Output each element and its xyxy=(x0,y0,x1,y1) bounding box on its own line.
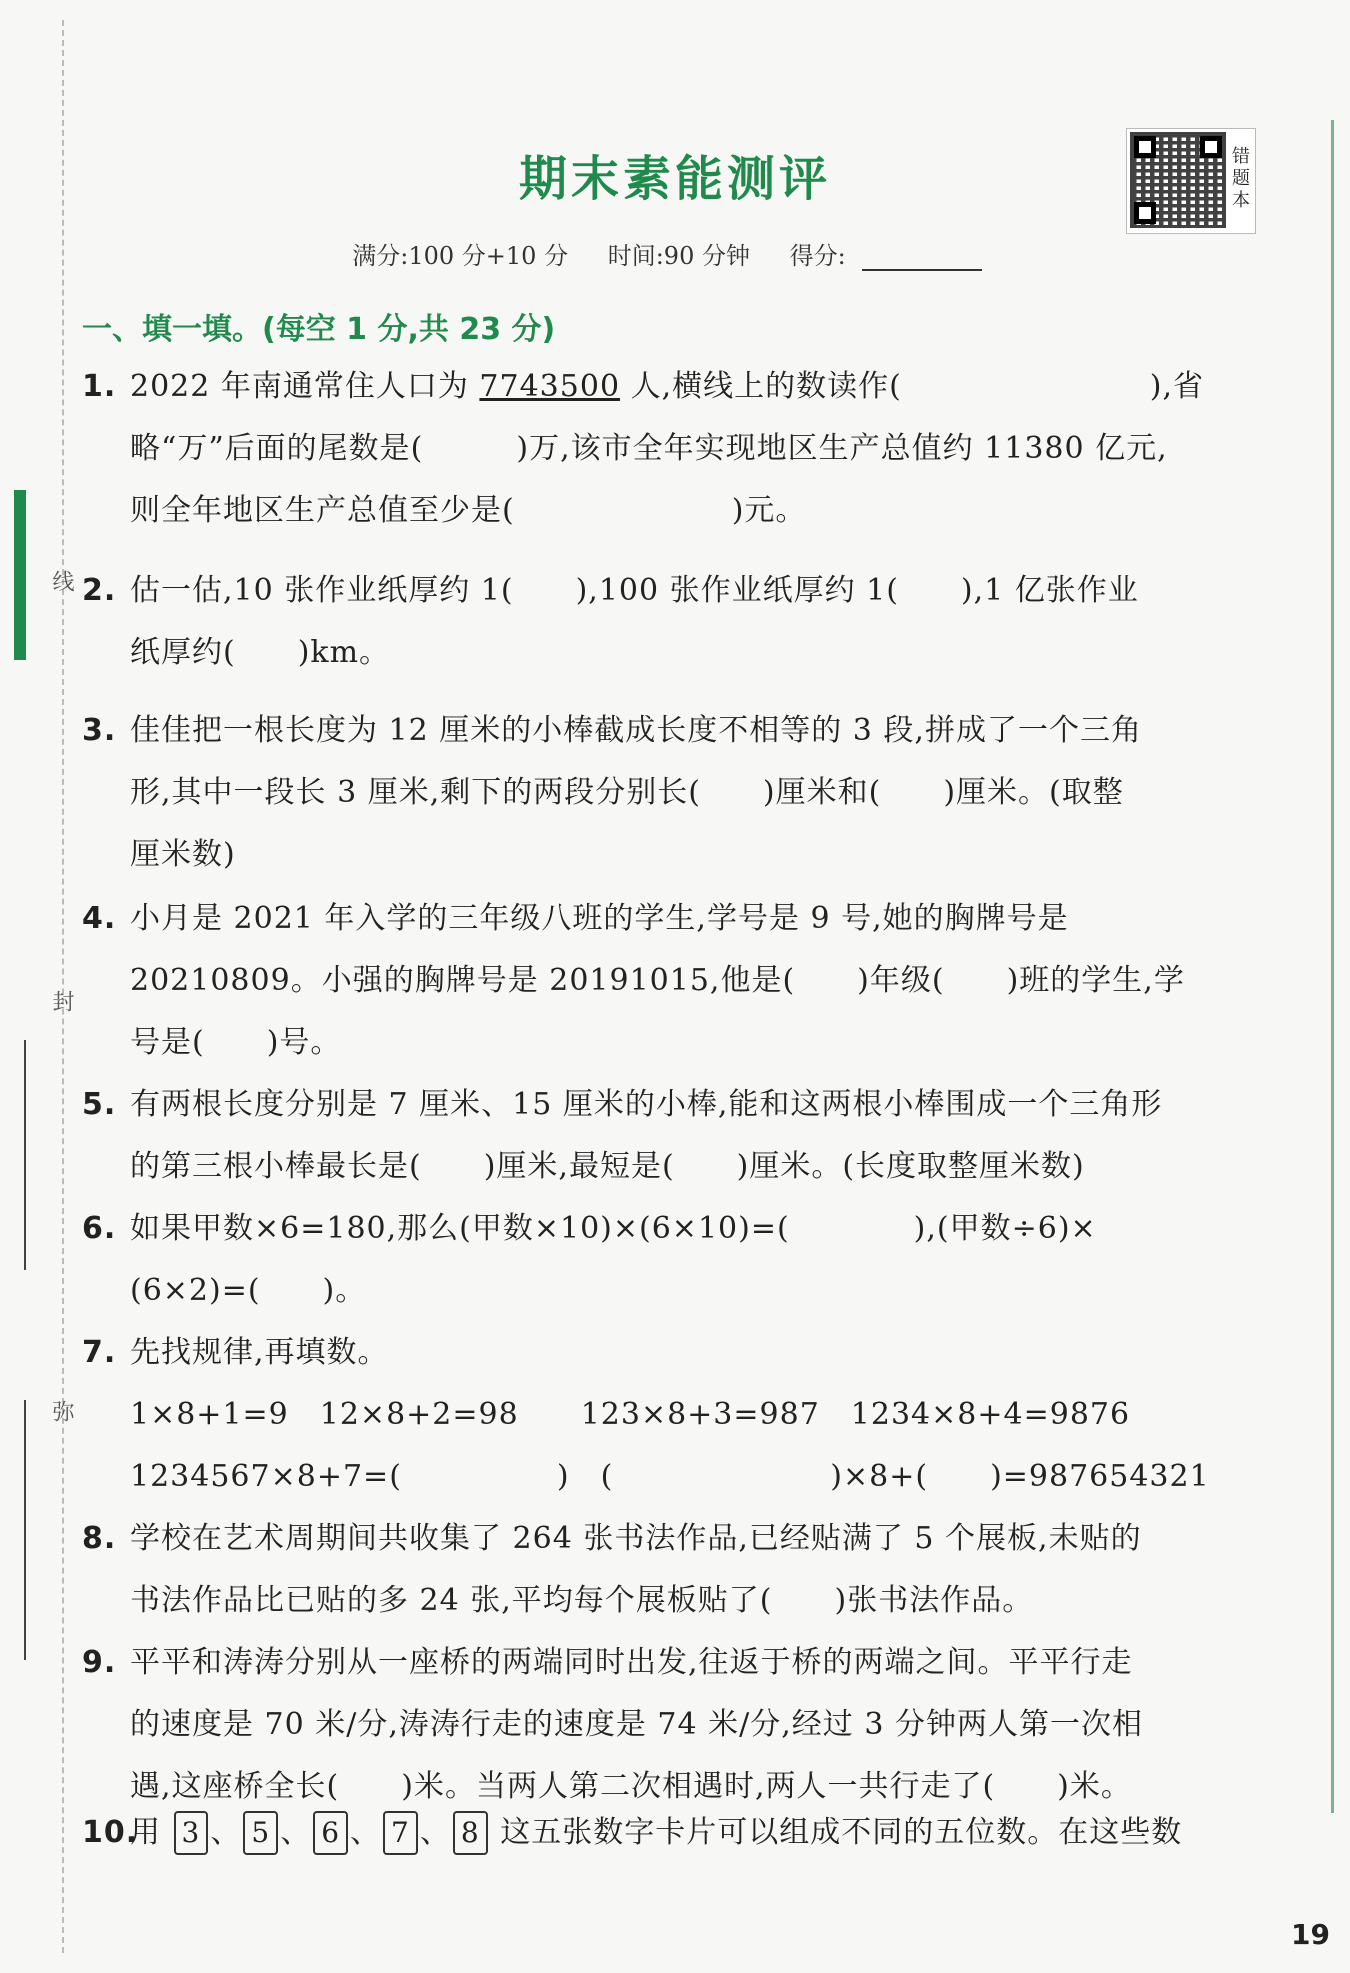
question-4 xyxy=(82,888,1262,1074)
question-line: 先找规律,再填数。 xyxy=(130,1335,389,1370)
exam-meta xyxy=(0,236,1350,271)
question-line: 平平和涛涛分别从一座桥的两端同时出发,往返于桥的两端之间。平平行走 xyxy=(130,1645,1133,1680)
question-2 xyxy=(82,560,1262,684)
question-line: 形,其中一段长 3 厘米,剩下的两段分别长( )厘米和( )厘米。(取整 xyxy=(130,775,1124,810)
digit-card: 3 xyxy=(174,1811,209,1855)
score-label: 得分: xyxy=(789,242,846,270)
question-number: 2. xyxy=(82,573,117,608)
page-number: 19 xyxy=(1291,1918,1330,1951)
question-line: 1234567×8+7=( ) ( )×8+( )=987654321 xyxy=(130,1459,1210,1494)
question-line: 遇,这座桥全长( )米。当两人第二次相遇时,两人一共行走了( )米。 xyxy=(130,1769,1132,1804)
question-number: 3. xyxy=(82,713,117,748)
side-rule xyxy=(24,1040,26,1270)
digit-card: 5 xyxy=(243,1811,278,1855)
question-line: 号是( )号。 xyxy=(130,1025,342,1060)
question-1 xyxy=(82,356,1262,542)
time-limit: 时间:90 分钟 xyxy=(607,242,750,270)
question-number: 8. xyxy=(82,1521,117,1556)
digit-card: 8 xyxy=(453,1811,488,1855)
side-label-xian: 线 xyxy=(49,570,74,592)
question-number: 1. xyxy=(82,369,117,404)
question-line: (6×2)=( )。 xyxy=(130,1273,367,1308)
question-line: 书法作品比已贴的多 24 张,平均每个展板贴了( )张书法作品。 xyxy=(130,1583,1034,1618)
question-line: 的速度是 70 米/分,涛涛行走的速度是 74 米/分,经过 3 分钟两人第一次相 xyxy=(130,1707,1143,1742)
binding-dashed-line xyxy=(62,20,64,1953)
question-8 xyxy=(82,1508,1262,1632)
digit-card: 7 xyxy=(383,1811,418,1855)
question-6 xyxy=(82,1198,1262,1322)
question-3 xyxy=(82,700,1262,886)
question-number: 5. xyxy=(82,1087,117,1122)
qr-label: 错题本 xyxy=(1232,146,1250,211)
question-number: 10. xyxy=(82,1815,139,1850)
qr-corner-icon xyxy=(1200,136,1222,158)
digit-card: 6 xyxy=(313,1811,348,1855)
question-line: 佳佳把一根长度为 12 厘米的小棒截成长度不相等的 3 段,拼成了一个三角 xyxy=(130,713,1142,748)
score-field xyxy=(790,242,998,270)
question-line: 20210809。小强的胸牌号是 20191015,他是( )年级( )班的学生,学 xyxy=(130,963,1185,998)
question-line: 如果甲数×6=180,那么(甲数×10)×(6×10)=( ),(甲数÷6)× xyxy=(130,1211,1097,1246)
side-label-mi: 弥 xyxy=(49,1400,74,1422)
page-title: 期末素能测评 xyxy=(518,151,831,207)
question-9 xyxy=(82,1632,1262,1818)
question-number: 7. xyxy=(82,1335,117,1370)
page-edge-line xyxy=(1331,120,1334,1813)
question-number: 4. xyxy=(82,901,117,936)
question-line: 略“万”后面的尾数是( )万,该市全年实现地区生产总值约 11380 亿元, xyxy=(130,431,1168,466)
question-line: 估一估,10 张作业纸厚约 1( ),100 张作业纸厚约 1( ),1 亿张作业 xyxy=(130,573,1139,608)
question-line: 1×8+1=9 12×8+2=98 123×8+3=987 1234×8+4=9876 xyxy=(130,1397,1131,1432)
question-line: 小月是 2021 年入学的三年级八班的学生,学号是 9 号,她的胸牌号是 xyxy=(130,901,1069,936)
score-blank[interactable] xyxy=(862,247,982,271)
question-7 xyxy=(82,1322,1262,1508)
question-line: 厘米数) xyxy=(130,837,236,872)
section-heading: 一、填一填。(每空 1 分,共 23 分) xyxy=(82,312,556,347)
question-number: 6. xyxy=(82,1211,117,1246)
question-number: 9. xyxy=(82,1645,117,1680)
side-label-feng: 封 xyxy=(49,990,74,1012)
question-line: 纸厚约( )km。 xyxy=(130,635,391,670)
question-5 xyxy=(82,1074,1262,1198)
question-line: 学校在艺术周期间共收集了 264 张书法作品,已经贴满了 5 个展板,未贴的 xyxy=(130,1521,1142,1556)
qr-corner-icon xyxy=(1134,136,1156,158)
side-rule xyxy=(24,1400,26,1660)
qr-corner-icon xyxy=(1134,202,1156,224)
underlined-number: 7743500 xyxy=(479,369,621,404)
question-line: 有两根长度分别是 7 厘米、15 厘米的小棒,能和这两根小棒围成一个三角形 xyxy=(130,1087,1163,1122)
question-line: 用 3 、 5 、 6 、 7 、 8 这五张数字卡片可以组成不同的五位数。在这些数 xyxy=(82,1802,1262,1864)
question-line: 则全年地区生产总值至少是( )元。 xyxy=(130,493,807,528)
side-green-mark xyxy=(14,490,26,660)
question-line: 2022 年南通常住人口为 7743500 人,横线上的数读作( ),省 xyxy=(130,369,1205,404)
question-10 xyxy=(82,1802,1262,1864)
full-score: 满分:100 分+10 分 xyxy=(352,242,569,270)
question-line: 的第三根小棒最长是( )厘米,最短是( )厘米。(长度取整厘米数) xyxy=(130,1149,1085,1184)
